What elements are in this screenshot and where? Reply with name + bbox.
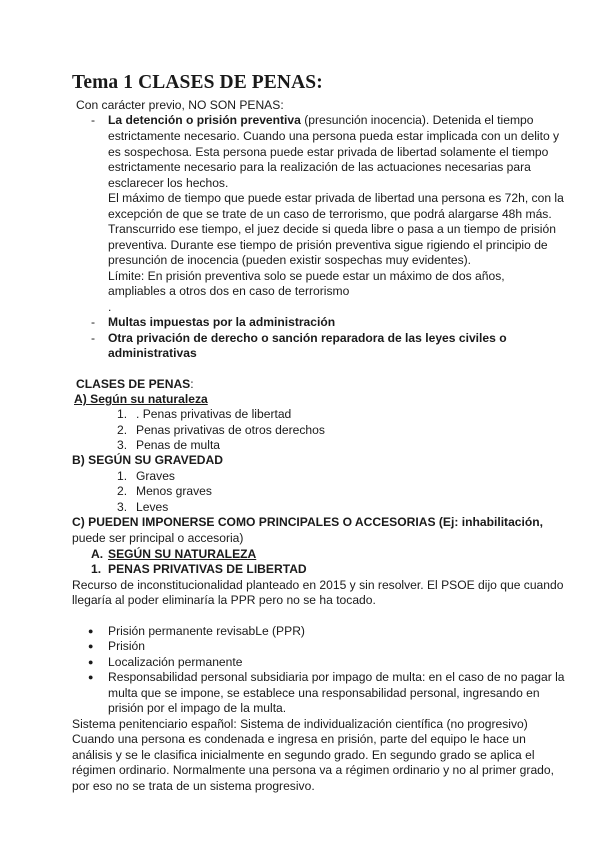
bullet-item: Localización permanente xyxy=(108,655,243,669)
detencion-line: estrictamente necesario. Cuando una persona pueda estar implicada con un delito y xyxy=(108,129,560,143)
detencion-line: Límite: En prisión preventiva solo se puede estar un máximo de dos años, xyxy=(108,269,505,283)
bullet-item: Prisión permanente revisabLe (PPR) xyxy=(108,624,305,638)
bullet-icon: ● xyxy=(88,626,94,636)
recurso-line: Recurso de inconstitucionalidad planteado en 2015 y sin resolver. El PSOE dijo que cuando xyxy=(72,578,564,592)
section-marker: A. xyxy=(91,547,104,561)
clases-a-item: Penas de multa xyxy=(136,438,221,452)
no-pena-item-otra-cont: administrativas xyxy=(108,346,197,360)
dash-marker: - xyxy=(91,315,96,329)
bullet-icon: ● xyxy=(88,641,94,651)
detencion-line: . xyxy=(108,300,112,314)
number-marker: 3. xyxy=(117,500,128,514)
detencion-rest: (presunción inocencia). Detenida el tiempo xyxy=(300,113,534,127)
clases-heading xyxy=(76,376,194,392)
number-marker: 1. xyxy=(117,469,128,483)
clases-a-heading: A) Según su naturaleza xyxy=(74,392,208,406)
clases-c-line: puede ser principal o accesoria) xyxy=(72,531,244,545)
sistema-line: régimen ordinario. Normalmente una persona va a régimen ordinario y no al primer grado, xyxy=(72,763,554,777)
number-marker: 2. xyxy=(117,484,128,498)
number-marker: 2. xyxy=(117,423,128,437)
clases-a-item: . Penas privativas de libertad xyxy=(136,407,292,421)
detencion-line: ampliables a otros dos en caso de terrorismo xyxy=(108,284,350,298)
page-title: Tema 1 CLASES DE PENAS: xyxy=(72,72,323,93)
bullet-item: Prisión xyxy=(108,639,145,653)
no-pena-item-multas: Multas impuestas por la administración xyxy=(108,315,336,329)
recurso-line: llegaría al poder eliminaría la PPR pero no se ha tocado. xyxy=(72,593,376,607)
detencion-line: presunción de inocencia (pueden existir sospechas muy evidentes). xyxy=(108,253,472,267)
number-marker: 3. xyxy=(117,438,128,452)
clases-b-item: Graves xyxy=(136,469,175,483)
number-marker: 1. xyxy=(117,407,128,421)
no-pena-item-detencion xyxy=(108,112,533,128)
intro-text: Con carácter previo, NO SON PENAS: xyxy=(76,98,284,112)
sistema-line: Cuando una persona es condenada e ingresa en prisión, parte del equipo le hace un xyxy=(72,732,526,746)
clases-b-heading: B) SEGÚN SU GRAVEDAD xyxy=(72,453,223,467)
clases-b-item: Menos graves xyxy=(136,484,212,498)
dash-marker: - xyxy=(91,331,96,345)
sistema-line: Sistema penitenciario español: Sistema de individualización científica (no progresivo) xyxy=(72,717,528,731)
bullet-icon: ● xyxy=(88,672,94,682)
no-pena-item-otra: Otra privación de derecho o sanción reparadora de las leyes civiles o xyxy=(108,331,507,345)
clases-heading-label: CLASES DE PENAS xyxy=(76,377,191,391)
section-marker: 1. xyxy=(91,562,102,576)
detencion-line: preventiva. Durante ese tiempo de prisión preventiva sigue rigiendo el principio de xyxy=(108,238,548,252)
clases-a-item: Penas privativas de otros derechos xyxy=(136,423,325,437)
section-a-heading: SEGÚN SU NATURALEZA xyxy=(108,547,257,561)
detencion-line: excepción de que se trate de un caso de terrorismo, que podrá alargarse 48h más. xyxy=(108,207,552,221)
dash-marker: - xyxy=(91,113,96,127)
detencion-line: Transcurrido ese tiempo, el juez decide si queda libre o pasa a un tiempo de prisión xyxy=(108,222,556,236)
bullet-icon: ● xyxy=(88,657,94,667)
bullet-item-cont: multa que se impone, se establece una responsabilidad personal, ingresando en xyxy=(108,686,540,700)
detencion-line: es sospechosa. Esta persona puede estar privada de libertad solamente el tiempo xyxy=(108,145,549,159)
detencion-line: El máximo de tiempo que puede estar privada de libertad una persona es 72h, con la xyxy=(108,191,564,205)
detencion-label: La detención o prisión preventiva xyxy=(108,113,301,127)
clases-c-heading: C) PUEDEN IMPONERSE COMO PRINCIPALES O ACCESORIAS (Ej: inhabilitación, xyxy=(72,515,544,529)
sistema-line: análisis y se le clasifica inicialmente en segundo grado. En segundo grado se aplica el xyxy=(72,748,535,762)
bullet-item: Responsabilidad personal subsidiaria por impago de multa: en el caso de no pagar la xyxy=(108,670,565,684)
bullet-item-cont: prisión por el impago de la multa. xyxy=(108,701,287,715)
sistema-line: por eso no se trata de un sistema progresivo. xyxy=(72,779,315,793)
clases-b-item: Leves xyxy=(136,500,169,514)
detencion-line: esclarecer los hechos. xyxy=(108,176,229,190)
clases-heading-suffix: : xyxy=(190,377,194,391)
section-a1-heading: PENAS PRIVATIVAS DE LIBERTAD xyxy=(108,562,307,576)
detencion-line: estrictamente necesario para la realización de las actuaciones necesarias para xyxy=(108,160,531,174)
